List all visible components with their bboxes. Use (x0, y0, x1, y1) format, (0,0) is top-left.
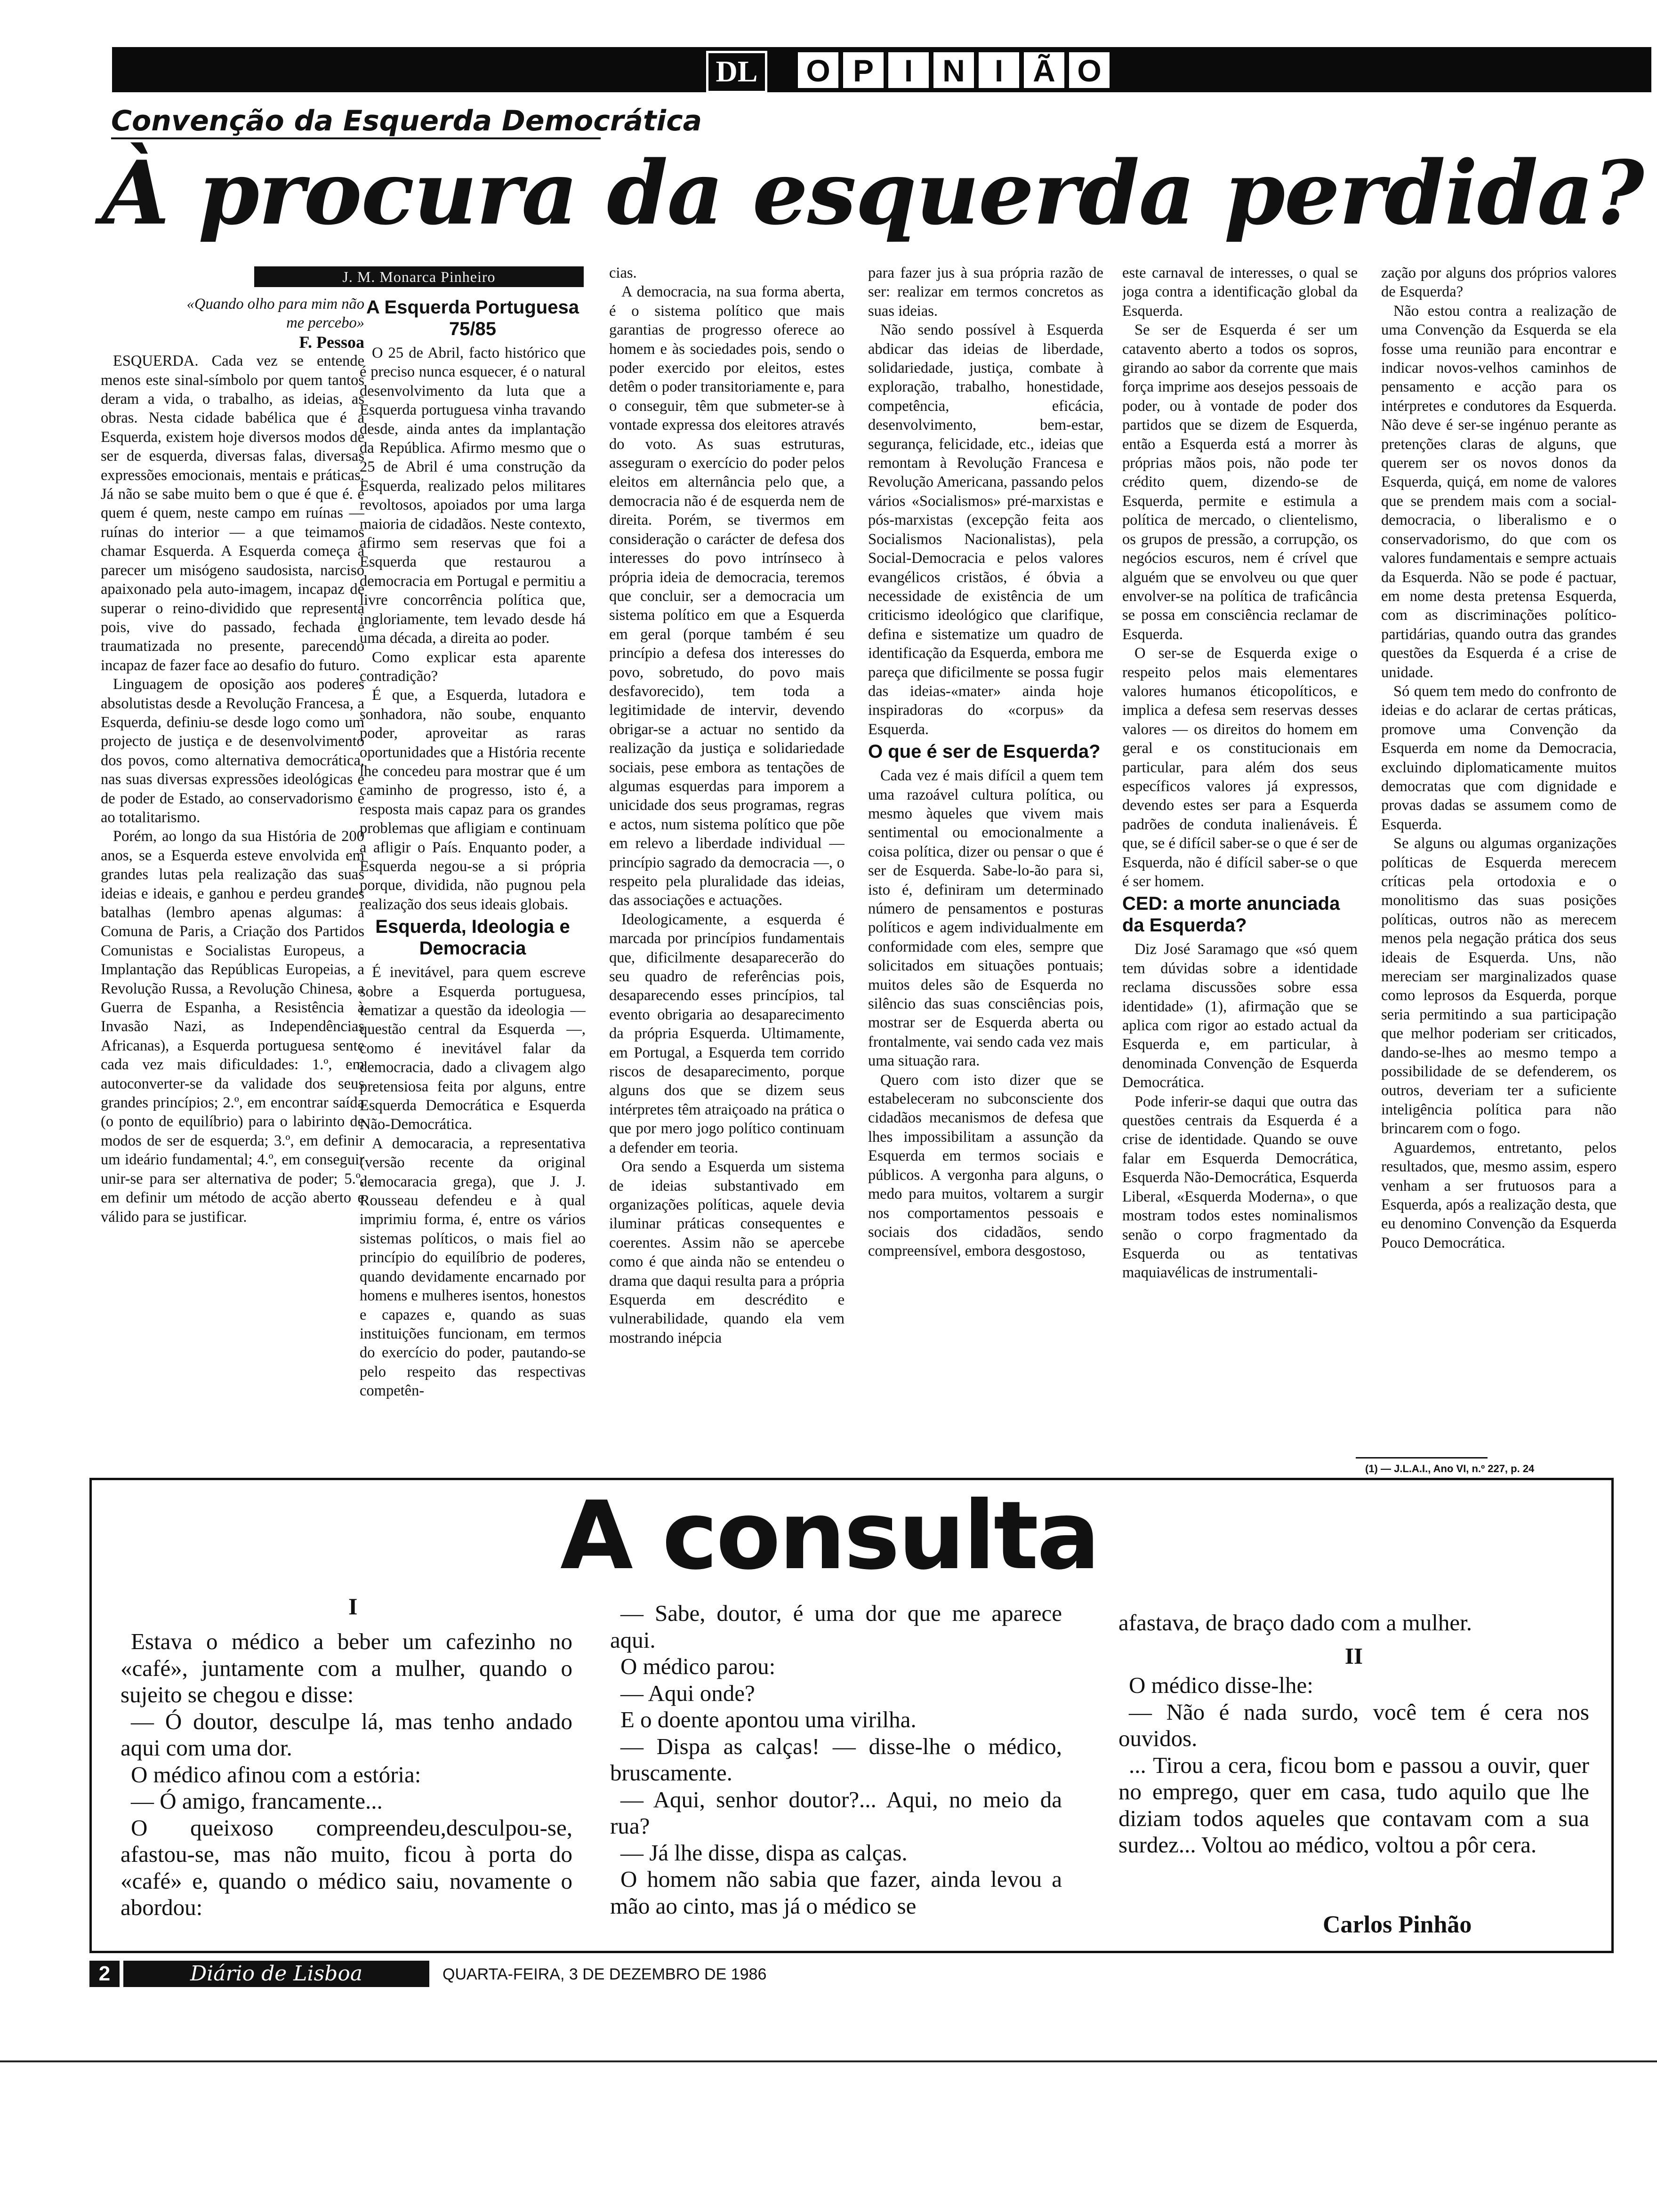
paragraph: — Aqui onde? (620, 1680, 755, 1706)
paragraph: O médico parou: (620, 1653, 776, 1679)
part-number: II (1344, 1643, 1363, 1669)
article-column-3 (609, 264, 845, 1467)
paragraph: É inevitável, para quem escreve sobre a Esquerda portuguesa, tematizar a questão da ideologia — questão central da Esquerda —, como é inevitável falar da democracia, dado a clivagem algo pretensiosa feita por alguns, entre Esquerda Democrática e Esquerda Não-Democrática. (360, 964, 586, 1133)
paragraph: Porém, ao longo da sua História de 200 anos, se a Esquerda esteve envolvida em grandes lutas pela realização das suas ideias e ideais, e ganhou e perdeu grandes batalhas (lembro apenas algumas: a Comuna de Paris, a Criação dos Partidos Comunistas e Socialistas Europeus, a Implantação das Repúblicas Europeias, a Revolução Russa, a Revolução Chinesa, a Guerra de Espanha, a Resistência à Invasão Nazi, as Independências Africanas), a Esquerda portuguesa sente cada vez mais dificuldades: 1.º, em autoconverter-se da validade dos seus grandes princípios; 2.º, em encontrar saída (o ponto de equilíbrio) para o labirinto de modos de ser de esquerda; 3.º, em definir um ideário fundamental; 4.º, em conseguir unir-se para ser alternativa de poder; 5.º, em definir um método de acção aberto e válido para se justificar. (101, 828, 364, 1226)
section-letter: I (976, 50, 1022, 90)
section-letter: O (1067, 50, 1112, 90)
section-letter: N (931, 50, 976, 90)
epigraph-line: me percebo» (286, 314, 364, 332)
paragraph: — Dispa as calças! — disse-lhe o médico, bruscamente. (610, 1733, 1062, 1786)
kicker-underline (111, 137, 601, 139)
paragraph: Se ser de Esquerda é ser um catavento aberto a todos os sopros, girando ao sabor da corrente que mais força imprime aos desejos pessoais de poder, ou à vontade de poder dos partidos que se dizem de Esquerda, então a Esquerda está a morrer às próprias mãos pois, não pode ter crédito quem, dizendo-se de Esquerda, permite e estimula a política de mercado, o clientelismo, os grupos de pressão, a corrupção, os negócios escuros, nem é crível que alguém que se envolveu ou que quer envolver-se na política de traficância se possa em consciência reclamar de Esquerda. (1122, 321, 1358, 643)
section-heading: O que é ser de Esquerda? (868, 741, 1101, 762)
issue-date: QUARTA-FEIRA, 3 DE DEZEMBRO DE 1986 (442, 1965, 767, 1983)
paragraph: Diz José Saramago que «só quem tem dúvidas sobre a identidade reclama discussões sobre essa identidade» (1), afirmação que se aplica com rigor ao estado actual da Esquerda e, em particular, à denominada Convenção de Esquerda Democrática. (1122, 941, 1358, 1091)
paragraph: Não estou contra a realização de uma Convenção da Esquerda se ela fosse uma reunião para encontrar e indicar novos-velhos caminhos de pensamento e acção para os intérpretes e condutores da Esquerda. Não deve é ser-se ingénuo perante as pretenções claras de alguns, que querem ser os novos donos da Esquerda, quiçá, em nome de valores que se prendem mais com a social-democracia, o liberalismo e o conservadorismo, do que com os valores fundamentais e sempre actuais da Esquerda. Não se pode é pactuar, em nome desta pretensa Esquerda, com as discriminações político-partidárias, quando outra das grandes questões da Esquerda é a crise de unidade. (1381, 302, 1617, 681)
section-letter: I (886, 50, 931, 90)
paragraph: — Aqui, senhor doutor?... Aqui, no meio da rua? (610, 1786, 1062, 1839)
paragraph: O 25 de Abril, facto histórico que é preciso nunca esquecer, é o natural desenvolvimento da luta que a Esquerda portuguesa vinha travando desde, ainda antes da implantação da República. Afirmo mesmo que o 25 de Abril é uma construção da Esquerda, realizado pelos militares revoltosos, apoiados por uma larga maioria de cidadãos. Neste contexto, afirmo sem reservas que foi a Esquerda que restaurou a democracia em Portugal e permitiu a livre concorrência política que, ingloriamente, tem levado desde há uma década, a direita ao poder. (360, 345, 586, 647)
section-letter: Ã (1022, 50, 1067, 90)
section-heading: Esquerda, Ideologia e Democracia (375, 916, 570, 959)
paragraph: — Não é nada surdo, você tem é cera nos ouvidos. (1118, 1699, 1589, 1751)
paragraph: E o doente apontou uma virilha. (620, 1707, 917, 1732)
paragraph: A democaracia, a representativa (versão recente da original democaracia grega), que J. J. Rousseau defendeu e à qual imprimiu forma, é, entre os vários sistemas políticos, o mais fiel ao princípio do equilíbrio de poderes, quando devidamente encarnado por homens e mulheres isentos, honestos e capazes e, quando as suas instituições funcionam, em termos do exercício do poder, pautando-se pelo respeito das respectivas competên- (360, 1135, 586, 1400)
paragraph: Como explicar esta aparente contradição? (360, 649, 586, 685)
consulta-column-2 (610, 1600, 1062, 1919)
article-column-2 (360, 295, 586, 1467)
paragraph: Linguagem de oposição aos poderes absolutistas desde a Revolução Francesa, a Esquerda, definiu-se desde logo como um projecto de justiça e de desenvolvimento dos povos, como alternativa democrática, nas suas diversas expressões ideológicas e de poder de Estado, ao conservadorismo e ao totalitarismo. (101, 676, 364, 826)
paragraph: — Ó doutor, desculpe lá, mas tenho andado aqui com uma dor. (121, 1708, 572, 1761)
paragraph: afastava, de braço dado com a mulher. (1118, 1610, 1472, 1635)
paragraph: Estava o médico a beber um cafezinho no «café», juntamente com a mulher, quando o sujeito se chegou e disse: (121, 1628, 572, 1707)
paragraph: ... Tirou a cera, ficou bom e passou a ouvir, quer no emprego, quer em casa, tudo aquilo que lhe diziam todos aqueles que contavam com a sua surdez... Voltou ao médico, voltou a pôr cera. (1118, 1752, 1589, 1858)
section-letter: O (796, 50, 841, 90)
paragraph: O médico disse-lhe: (1129, 1672, 1313, 1698)
paragraph: Cada vez é mais difícil a quem tem uma razoável cultura política, ou mesmo àqueles que vivem mais sentimental ou emocionalmente a coisa política, dizer ou pensar o que é ser de Esquerda. Sabe-lo-ão para si, isto é, definiram um determinado número de pensamentos e posturas políticos e agem individualmente em conformidade com eles, sempre que solicitados em situações pontuais; muitos deles são de Esquerda no silêncio das suas consciências pois, mostrar ser de Esquerda aberta ou frontalmente, vai sendo cada vez mais uma situação rara. (868, 767, 1103, 1070)
paragraph: O ser-se de Esquerda exige o respeito pelos mais elementares valores humanos éticopolíticos, e implica a defesa sem reservas desses valores — os direitos do homem em geral e os constitucionais em particular, para além dos seus específicos valores já expressos, devendo estes ser para a Esquerda padrões de conduta inalienáveis. É que, se é difícil saber-se o que é ser de Esquerda, não é difícil saber-se o que é ser homem. (1122, 645, 1358, 890)
consulta-column-1 (121, 1628, 572, 1921)
paragraph: zação por alguns dos próprios valores de Esquerda? (1381, 264, 1617, 301)
paragraph: Aguardemos, entretanto, pelos resultados, que, mesmo assim, espero venham a ser frutuosos para a Esquerda, após a realização desta, que eu denomino Convenção da Esquerda Pouco Democrática. (1381, 1139, 1617, 1251)
page-number: 2 (89, 1961, 120, 1987)
part-number: I (348, 1593, 358, 1619)
paragraph: A democracia, na sua forma aberta, é o sistema político que mais garantias de progresso oferece ao homem e às sociedades pois, sendo o poder exercido por eleitos, estes detêm o poder transitoriamente e, para o conseguir, têm que submeter-se à vontade expressa dos eleitores através do voto. As suas estruturas, asseguram o exercício do poder pelos eleitos em alternância pelo que, a democracia não é de esquerda nem de direita. Porém, se tivermos em consideração o carácter de defesa dos interesses do povo intrínseco à própria ideia de democracia, teremos que concluir, ser a democracia um sistema político em que a Esquerda em geral (porque também é seu princípio a defesa dos interesses do povo, sobretudo, do povo mais desfavorecido), tem toda a legitimidade de intervir, devendo obrigar-se a actuar no sentido da realização da justiça e solidariedade sociais, pese embora as tentações de algumas esquerdas para imporem a unicidade dos seus programas, regras e actos, num sistema político que põe em relevo a liberdade individual — princípio sagrado da democracia —, o respeito pela pluralidade das ideias, das associações e actuações. (609, 283, 845, 909)
paragraph: para fazer jus à sua própria razão de ser: realizar em termos concretos as suas ideias. (868, 264, 1103, 320)
article-column-5 (1122, 264, 1358, 1467)
article-byline: J. M. Monarca Pinheiro (254, 266, 584, 287)
paragraph: Se alguns ou algumas organizações políticas de Esquerda merecem críticas pela ortodoxia e o monolitismo das suas posições políticas, outros não as merecem menos pela negação prática dos seus ideais de Esquerda. Uns, não mereciam ser marginalizados quase como leprosos da Esquerda, porque seria permitindo a sua participação que melhor poderiam ser criticados, dando-se-lhes ao mesmo tempo a possibilidade de se defenderem, os outros, deveriam ter a suficiente inteligência política para não brincarem com o fogo. (1381, 835, 1617, 1138)
article-kicker: Convenção da Esquerda Democrática (111, 104, 702, 137)
epigraph-author: F. Pessoa (299, 332, 364, 352)
paragraph: — Já lhe disse, dispa as calças. (620, 1839, 908, 1866)
article-column-4 (868, 264, 1103, 1467)
paragraph: O médico afinou com a estória: (131, 1761, 421, 1787)
paragraph: O queixoso compreendeu,desculpou-se, afastou-se, mas não muito, ficou à porta do «café» e, quando o médico saiu, novamente o abordou: (121, 1814, 572, 1920)
paragraph: ESQUERDA. Cada vez se entende menos este sinal-símbolo por quem tantos deram a vida, o trabalho, as ideias, as obras. Nesta cidade babélica que é a Esquerda, existem hoje diversos modos de ser de esquerda, diversas falas, diversas expressões emocionais, mentais e práticas. Já não se sabe muito bem o que é que é. e quem é quem, neste campo em ruínas — ruínas do interior — a que teimamos chamar Esquerda. A Esquerda começa a parecer um misógeno saudosista, narciso apaixonado pela auto-imagem, incapaz de superar o reino-dividido que representa pois, vive do passado, fechada e traumatizada no presente, parecendo incapaz de fazer face ao desafio do futuro. (101, 353, 364, 674)
paragraph: Só quem tem medo do confronto de ideias e do aclarar de certas práticas, promove uma Convenção da Esquerda em nome da Democracia, excluindo diplomaticamente muitos democratas que com dignidade e provas dadas se assumem como de Esquerda. (1381, 682, 1617, 833)
article-column-1 (101, 295, 364, 1467)
paragraph: cias. (609, 264, 637, 281)
consulta-author: Carlos Pinhão (1323, 1911, 1472, 1938)
paragraph: este carnaval de interesses, o qual se joga contra a identificação global da Esquerda. (1122, 264, 1358, 320)
paragraph: — Sabe, doutor, é uma dor que me aparece aqui. (610, 1600, 1062, 1653)
article-headline: À procura da esquerda perdida? (102, 141, 1643, 244)
paragraph: Quero com isto dizer que se estabeleceram no subconsciente dos cidadãos mecanismos de defesa que lhes impossibilitam a assunção da Esquerda em termos sociais e públicos. A vergonha para alguns, o medo para muitos, voltarem a surgir nos comportamentos pessoais e sociais dos cidadãos, sendo compreensível, embora desgostoso, (868, 1071, 1103, 1260)
footnote: (1) — J.L.A.I., Ano VI, n.º 227, p. 24 (1365, 1463, 1535, 1475)
page-bottom-rule (0, 2060, 1657, 2062)
section-title-opiniao (796, 50, 1112, 90)
paragraph: Pode inferir-se daqui que outra das questões centrais da Esquerda é a crise de identidade. Quando se ouve falar em Esquerda Democrática, Esquerda Não-Democrática, Esquerda Liberal, «Esquerda Moderna», o que mostram todos estes nominalismos senão o corpo fragmentado da Esquerda ou as tentativas maquiavélicas de instrumentali- (1122, 1093, 1358, 1282)
section-letter: P (841, 50, 886, 90)
epigraph-line: «Quando olho para mim não (186, 296, 364, 313)
paragraph: — Ó amigo, francamente... (131, 1788, 383, 1814)
article-column-6 (1381, 264, 1617, 1454)
consulta-title: A consulta (560, 1481, 1099, 1591)
paragraph: Ideologicamente, a esquerda é marcada por princípios fundamentais que, dificilmente desaparecerão do seu quadro de referências pois, desaparecendo esses princípios, tal evento obrigaria ao desaparecimento da própria Esquerda. Ultimamente, em Portugal, a Esquerda tem corrido riscos de desaparecimento, porque alguns dos que se dizem seus intérpretes têm atraiçoado na prática o que por mero jogo político continuam a defender em teoria. (609, 911, 845, 1156)
paragraph: O homem não sabia que fazer, ainda levou a mão ao cinto, mas já o médico se (610, 1866, 1062, 1919)
newspaper-logo: DL (706, 51, 767, 93)
section-heading: CED: a morte anunciada da Esquerda? (1122, 893, 1340, 936)
paragraph: Não sendo possível à Esquerda abdicar das ideias de liberdade, solidariedade, justiça, combate à exploração, trabalho, honestidade, competência, eficácia, desenvolvimento, bem-estar, segurança, felicidade, etc., ideias que remontam à Revolução Francesa e Revolução Americana, passando pelos vários «Socialismos» pré-marxistas e pós-marxistas (excepção feita aos Socialismos Nacionalistas), pela Social-Democracia e pelos valores evangélicos cristãos, é óbvia a necessidade de existência de um criticismo ideológico que clarifique, defina e sistematize um quadro de identificação da Esquerda, embora me pareça que dificilmente se possa fugir das ideias-«mater» ainda hoje inspiradoras do «corpus» da Esquerda. (868, 321, 1103, 738)
consulta-column-3 (1118, 1610, 1589, 1859)
paragraph: Ora sendo a Esquerda um sistema de ideias substantivado em organizações políticas, aquele devia iluminar práticas consequentes e coerentes. Assim não se apercebe como é que ainda não se entendeu o drama que daqui resulta para a própria Esquerda em descrédito e vulnerabilidade, quando ela vem mostrando inépcia (609, 1158, 845, 1346)
newspaper-name: Diário de Lisboa (123, 1961, 429, 1987)
paragraph: É que, a Esquerda, lutadora e sonhadora, não soube, enquanto poder, aproveitar as raras oportunidades que a História recente lhe concedeu para mostrar que é um caminho de progresso, isto é, a resposta mais capaz para os grandes problemas que afligiam e continuam a afligir o País. Enquanto poder, a Esquerda negou-se a si própria porque, dividida, não pugnou pela realização dos seus ideais globais. (360, 687, 586, 913)
section-heading: A Esquerda Portuguesa 75/85 (366, 297, 579, 339)
footnote-rule (1356, 1457, 1488, 1459)
